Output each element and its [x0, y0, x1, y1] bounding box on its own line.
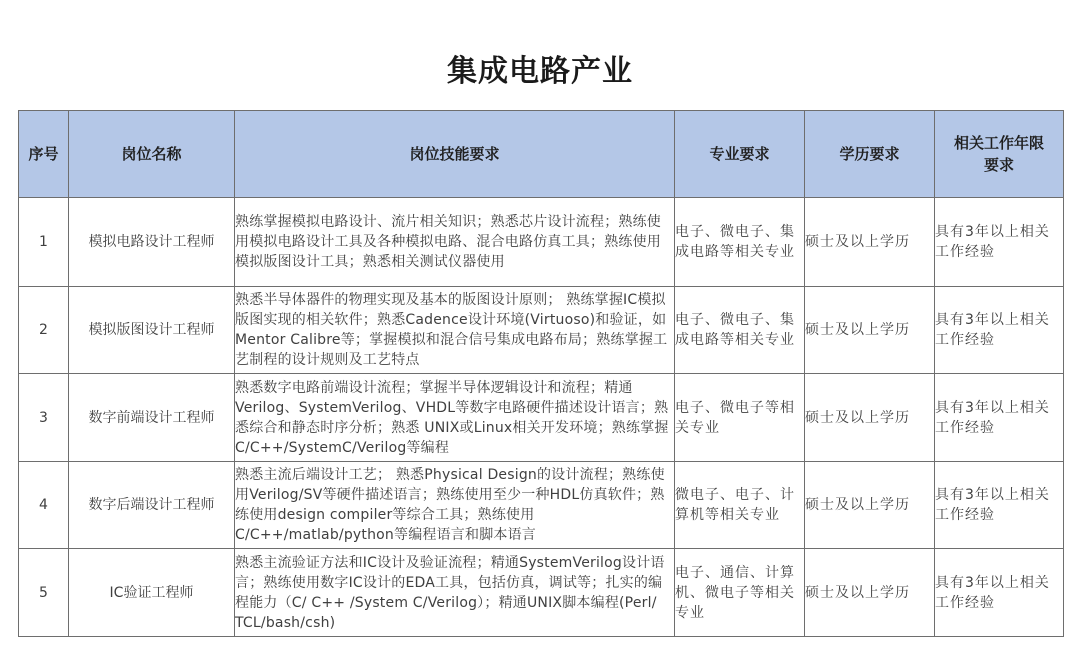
column-header-experience — [935, 111, 1064, 198]
cell-position: 数字后端设计工程师 — [69, 462, 235, 549]
table-row — [19, 287, 1064, 374]
cell-experience: 具有3年以上相关工作经验 — [935, 549, 1064, 637]
cell-experience: 具有3年以上相关工作经验 — [935, 462, 1064, 549]
table-row — [19, 198, 1064, 287]
table-header-row — [19, 111, 1064, 198]
cell-major: 电子、微电子、集成电路等相关专业 — [675, 287, 805, 374]
table-row — [19, 462, 1064, 549]
column-header-education: 学历要求 — [805, 111, 935, 198]
cell-education: 硕士及以上学历 — [805, 374, 935, 462]
cell-index: 2 — [19, 287, 69, 374]
cell-position: 数字前端设计工程师 — [69, 374, 235, 462]
cell-experience: 具有3年以上相关工作经验 — [935, 374, 1064, 462]
cell-major: 电子、通信、计算机、微电子等相关专业 — [675, 549, 805, 637]
cell-major: 电子、微电子、集成电路等相关专业 — [675, 198, 805, 287]
cell-position: 模拟电路设计工程师 — [69, 198, 235, 287]
column-header-skills: 岗位技能要求 — [235, 111, 675, 198]
cell-index: 5 — [19, 549, 69, 637]
column-header-index: 序号 — [19, 111, 69, 198]
cell-education: 硕士及以上学历 — [805, 462, 935, 549]
cell-education: 硕士及以上学历 — [805, 549, 935, 637]
cell-skills: 熟悉主流后端设计工艺； 熟悉Physical Design的设计流程；熟练使用Verilog/SV等硬件描述语言；熟练使用至少一种HDL仿真软件；熟练使用design compiler等综合工具；熟练使用C/C++/matlab/python等编程语言和脚本语言 — [235, 462, 675, 549]
column-header-major: 专业要求 — [675, 111, 805, 198]
cell-experience: 具有3年以上相关工作经验 — [935, 198, 1064, 287]
cell-index: 1 — [19, 198, 69, 287]
cell-skills: 熟练掌握模拟电路设计、流片相关知识；熟悉芯片设计流程；熟练使用模拟电路设计工具及各种模拟电路、混合电路仿真工具；熟练使用模拟版图设计工具；熟悉相关测试仪器使用 — [235, 198, 675, 287]
cell-position: 模拟版图设计工程师 — [69, 287, 235, 374]
table-row — [19, 549, 1064, 637]
cell-skills: 熟悉数字电路前端设计流程；掌握半导体逻辑设计和流程；精通Verilog、SystemVerilog、VHDL等数字电路硬件描述设计语言；熟悉综合和静态时序分析；熟悉 UNIX或Linux相关开发环境；熟练掌握C/C++/SystemC/Verilog等编程 — [235, 374, 675, 462]
cell-skills: 熟悉半导体器件的物理实现及基本的版图设计原则； 熟练掌握IC模拟版图实现的相关软件；熟悉Cadence设计环境(Virtuoso)和验证，如Mentor Calibre等；掌握模拟和混合信号集成电路布局；熟练掌握工艺制程的设计规则及工艺特点 — [235, 287, 675, 374]
cell-skills: 熟悉主流验证方法和IC设计及验证流程；精通SystemVerilog设计语言；熟练使用数字IC设计的EDA工具，包括仿真，调试等；扎实的编程能力（C/ C++ /System C/Verilog）；精通UNIX脚本编程(Perl/ TCL/bash/csh) — [235, 549, 675, 637]
cell-index: 3 — [19, 374, 69, 462]
cell-major: 微电子、电子、计算机等相关专业 — [675, 462, 805, 549]
cell-index: 4 — [19, 462, 69, 549]
cell-major: 电子、微电子等相关专业 — [675, 374, 805, 462]
cell-experience: 具有3年以上相关工作经验 — [935, 287, 1064, 374]
column-header-experience-label: 相关工作年限要求 — [953, 134, 1044, 174]
cell-position: IC验证工程师 — [69, 549, 235, 637]
cell-education: 硕士及以上学历 — [805, 198, 935, 287]
table-row — [19, 374, 1064, 462]
page-title: 集成电路产业 — [447, 54, 633, 90]
cell-education: 硕士及以上学历 — [805, 287, 935, 374]
job-requirements-table — [18, 110, 1064, 637]
column-header-position: 岗位名称 — [69, 111, 235, 198]
